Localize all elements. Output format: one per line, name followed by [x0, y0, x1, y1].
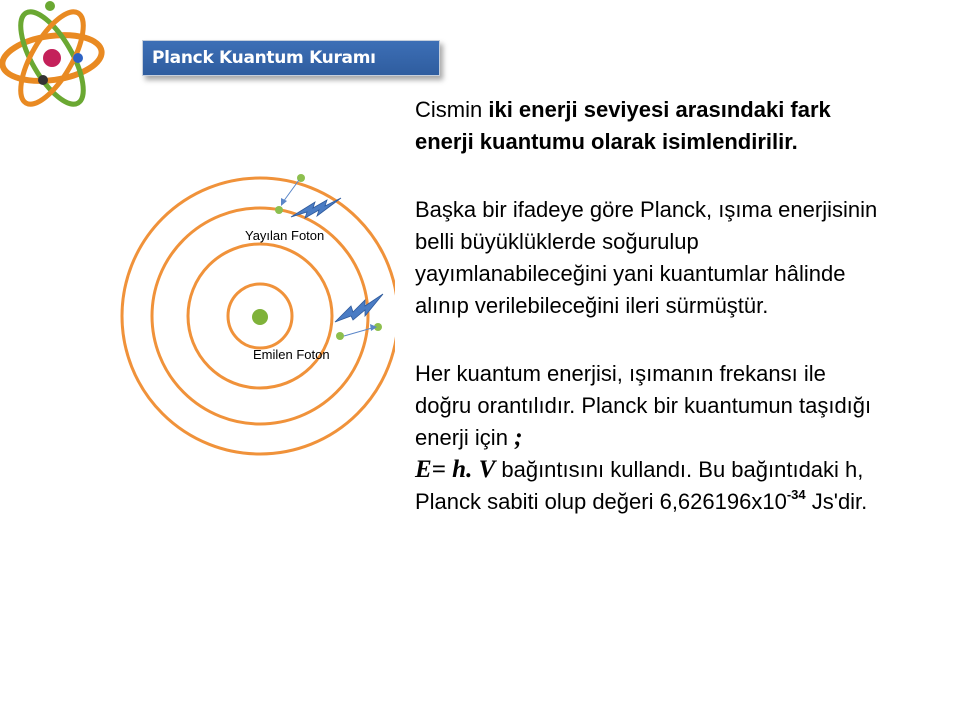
- paragraph-quantum-part3: Js'dir.: [805, 489, 868, 514]
- atom-logo-icon: [0, 0, 110, 125]
- absorbed-photon-label: Emilen Foton: [253, 347, 330, 362]
- emitted-photon-label: Yayılan Foton: [245, 228, 325, 243]
- paragraph-definition-lead: Cismin: [415, 97, 489, 122]
- formula-e-equals-hv: E= h. V: [415, 456, 496, 483]
- slide-title-box: [142, 40, 440, 76]
- paragraph-quantum-energy: [415, 358, 885, 518]
- paragraph-definition-bold: iki enerji seviyesi arasındaki fark enerji kuantumu olarak isimlendirilir.: [415, 97, 831, 154]
- semicolon: ;: [507, 424, 523, 451]
- paragraph-definition: [415, 94, 885, 158]
- slide-title: Planck Kuantum Kuramı: [152, 48, 376, 68]
- electron-absorb-inner: [336, 332, 344, 340]
- orbit-diagram: [95, 150, 395, 470]
- nucleus: [252, 309, 268, 325]
- absorbed-photon-icon: [335, 294, 383, 322]
- planck-exponent: -34: [786, 486, 806, 502]
- orbit-diagram-graphic: [95, 150, 395, 470]
- paragraph-planck: Başka bir ifadeye göre Planck, ışıma enerjisinin belli büyüklüklerde soğurulup yayımlanabileceğini yani kuantumlar hâlinde alınıp verilebileceğini ileri sürmüştür.: [415, 197, 878, 318]
- slide-body-text: [415, 94, 885, 554]
- electron-emit: [275, 206, 283, 214]
- paragraph-quantum-part1: Her kuantum enerjisi, ışımanın frekansı ile doğru orantılıdır. Planck bir kuantumun taşıdığı enerji için: [415, 361, 872, 450]
- paragraph-quantum-part2: bağıntısını kullandı. Bu bağıntıdaki h, Planck sabiti olup değeri 6,626196x10: [415, 457, 864, 514]
- emitted-photon-icon: [291, 198, 341, 218]
